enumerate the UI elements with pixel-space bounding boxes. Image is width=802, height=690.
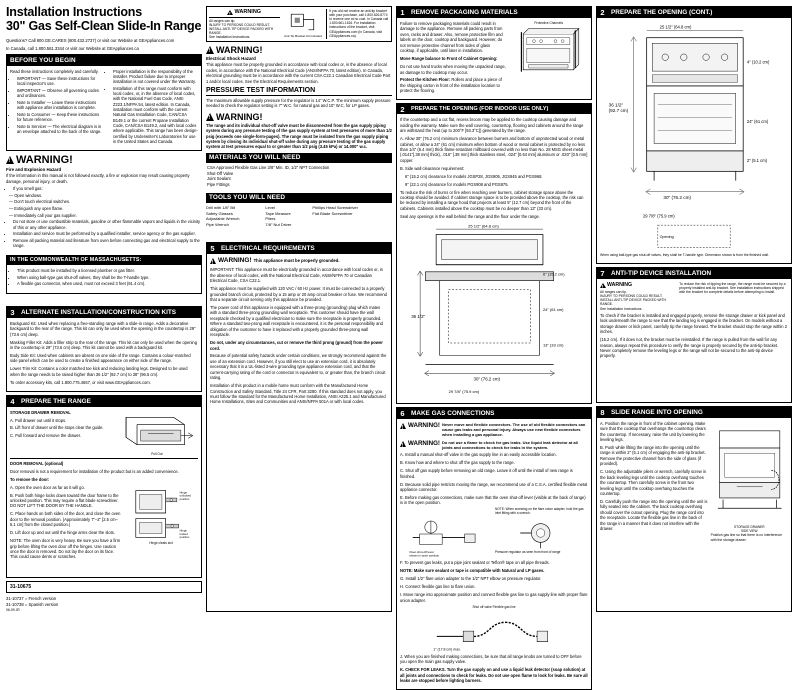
pressure-test-section: PRESSURE TEST INFORMATION The maximum allowable supply pressure for the regulator is 14" W.C.P. The minimum supply pressure needed to check the regulator setting is 7" W.C. for natural gas and 10" W.C. for LP gases. ! WARNING! The range and its individual shut-off valve must be disconnected from the gas supply piping system during any pressure testing of the gas supply system at test pressures of more than 1/2 psig (exceeds one single-form-pages). The range must be isolated from the gas supply piping system by closing its individual shut-off valve during any pressure testing of the gas supply system at test pressures equal to or greater than 1/2 psig (3.45 kPa) or 14.000" w.c. <box>206 87 392 150</box>
warning-triangle-icon <box>210 258 216 264</box>
svg-text:29 7/8" (75.9 cm): 29 7/8" (75.9 cm) <box>642 213 675 219</box>
warning-triangle-icon <box>206 113 214 121</box>
prepare-opening-section: 2 PREPARE THE OPENING (FOR INDOOR USE ONLY) If the countertop and a cut flat, recess broom may be applied to the cooktop causing damage and voiding the warranty. Make sure the wall covering, countertop, flooring and cabinets around the range are withstand the heat (up to 200°F [93.3°C]) generated by the range. A. Allow 30" (76.2 cm) minimum clearance between burners and bottom of unprotected wood or metal cabinet, or allow a 24" (61 cm) minimum when bottom of wood or metal cabinet is protected by no less than 1/4" (6.4 mm) thick flame-retardant millboard covered with no less than No. 28 MSG sheet metal (.0141"[.38 mm] thick), .016" [.38 mm] thick stainless steel, .024" [0.64 mm] aluminum or .020" [0.5 mm] copper. B. Side wall clearance requirement: 6" (15.2 cm) clearance for models JGSP28, JGS905, JGS945 and PGS968. 9" (22.1 cm) clearance for models PGS908 and PGS975. To reduce the risk of burns or fire when reaching over burners, cabinet storage space above the cooktop should be avoided. If cabinet storage space is to be provided above the cooktop, the risk can be reduced by installing a range hood that projects at least 5" (12.7 cm) beyond the front of the cabinets. Cabinets installed above the cooktop must be no deeper than 13" (33 cm). Seal any openings in the wall behind the range and the floor under the range. 36 1/2" 30" (76.2 cm) 25 1/2" (64.8 cm) 24" (61 cm) 13" (33 cm) 6" (15.2 cm) 29 7/8" (75.9 cm) <box>396 103 592 404</box>
anti-tip-section: 7 ANTI-TIP DEVICE INSTALLATION ! WARNING All ranges can tip. INJURY TO PERSONS COULD RESULT. INSTALL ANTI-TIP DEVICE PACKED WITH RANGE. See Installation Instructions. To reduce the risk of tipping the range, the range must be secured by a properly installed anti-tip bracket. See installation instructions shipped with the bracket for complete details before attempting to install. To check if the bracket is installed and engaged properly, remove the storage drawer or kick panel and look underneath the range to see that the landing leg is engaged in the bracket. On models without a storage drawer or kick panel, carefully tip the range forward. The bracket should stop the range within 2 inches. (15.2 cm). If it does not, the bracket must be reinstalled. If the range is pulled from the wall for any reason, always repeat this procedure to verify the range is properly secured by the anti-tip bracket. Never completely remove the leveling legs or the range will not be secured to the anti-tip device properly. <box>596 267 792 403</box>
table-row: Adjustable Wrench Pliers <box>206 216 276 222</box>
column-3 <box>396 6 592 683</box>
electrical-shock-warning: ! WARNING! Electrical Shock Hazard This appliance must be properly grounded in accordance with local codes or, in the absence of local codes, in accordance with the National Electrical Code (ANSI/NFPA 70, latest edition). In Canada, electrical grounding must be in accordance with the current CSA C22.1 Canadian Electrical Code Part 1 and/or local codes. See the Electrical Requirements section. <box>206 45 392 84</box>
svg-text:4" (10.2 cm): 4" (10.2 cm) <box>746 59 770 65</box>
warning-triangle-icon <box>6 156 14 164</box>
svg-text:locked: locked <box>179 531 188 536</box>
warning-triangle-icon <box>227 10 233 15</box>
massachusetts-section: IN THE COMMONWEALTH OF MASSACHUSETTS: • This product must be installed by a licensed plumber or gas fitter. • When using ball-type gas shut-off valves, they shall be the T-handle type. • A flexible gas connector, when used, must not exceed 3 feet (91.4 cm). <box>6 255 202 294</box>
drawer-removal-figure <box>116 410 198 452</box>
remove-packaging-section: 1 REMOVE PACKAGING MATERIALS Failure to remove packaging materials could result in damage to the appliance. Remove all packing parts from oven, racks and drawer. Also, remove protective film and labels on the door, cooktop and backguard. However, do not remove protective channel from sides of glass cooktop, if applicable, until later in installation. Move Range balance to Front of Cabinet Opening: Do not use hand trucks when moving the unpacked range, as damage to the cooktop may occur. Protect the Kitchen Floor: Rollers and place a piece of the shipping carton in front of the installation location to protect the flooring. Protective Channels <box>396 6 592 100</box>
svg-text:(92.7 cm): (92.7 cm) <box>608 107 629 113</box>
tools-table <box>206 205 392 228</box>
column-2 <box>206 6 392 612</box>
column-1 <box>6 6 202 612</box>
svg-text:shown in open position: shown in open position <box>409 553 440 558</box>
svg-text:36 1/2": 36 1/2" <box>608 102 624 108</box>
fire-warning-section: ! WARNING! Fire and Explosion Hazard If the information in this manual is not followed exactly, a fire or explosion may result causing property damage, personal injury, or death. • If you smell gas: — Open windows. — Don't touch electrical switches. — Extinguish any open flame. — Immediately call your gas supplier. • Do not store or use combustible materials, gasoline or other flammable vapors and liquids in the vicinity of this or any other appliance. • Installation and service must be performed by a qualified installer, service agency or the gas supplier. • Remove all packing material and literature from oven before connecting gas and electrical supply to the range. <box>6 154 202 251</box>
svg-text:Hinge: Hinge <box>179 528 187 533</box>
svg-text:29 7/8" (75.9 cm): 29 7/8" (75.9 cm) <box>448 388 480 394</box>
svg-text:1" (17.8 cm) max.: 1" (17.8 cm) max. <box>433 647 461 652</box>
flexible-gas-line-figure <box>400 610 588 654</box>
slide-range-figure <box>711 421 788 525</box>
svg-text:24" (61 cm): 24" (61 cm) <box>746 119 769 125</box>
make-gas-connections-section: 6 MAKE GAS CONNECTIONS ! WARNING! Never move and flexible connectors. The use of old flexible connectors can cause gas leaks and personal injury. Always use new flexible connectors when installing a gas appliance. ! WARNING! Do not use a flame to check for gas leaks. Use liquid leak detector at all joints and connections to check for leaks in the system. A. Install a manual shut-off valve in the gas supply line in an easily accessible location. B. Know how and where to shut off the gas supply to the range. C. Shut off gas supply before removing an old range. Leave it off until the install of new range is finished. D. Because solid pipe restricts moving the range, we recommend use of a C.S.A. certified flexible metal appliance connector. E. Before making gas connections, make sure that the oven shut-off lever (visible at the back of range) is in the open position. Oven shut-off lever shown in open position NOTE: When screwing on the flare union adapter, hold the gas inlet fitting with a wrench. Pressure regulator as seen from front of range F. To prevent gas leaks, put a pipe joint sealant or Teflon® tape on all pipe threads. NOTE: Make sure sealant or tape is compatible with Natural and LP gases. G. Install 1/2" flare union adapter to the 1/2" NPT elbow on pressure regulator. H. Connect flexible gas line to flare union. I. Move range into approximate position and connect flexible gas line to gas supply line with proper flare union adapter. Shut off valve Flexible gas line 1" (17.8 cm) max. J. When you are finished making connections, be sure that all range knobs are turned to OFF before you open the main gas supply valve. K. CHECK FOR LEAKS. Turn the gas supply on and use a liquid leak detector (soap solution) at all joints and connections to check for leaks. Do not use open flame to look for leaks. Be sure all leaks are stopped before lighting burners. <box>396 407 592 690</box>
column-4 <box>596 6 792 612</box>
svg-text:24" (61 cm): 24" (61 cm) <box>542 306 564 312</box>
footer-block: 31-10675 31-10737 = French version 31-10738 = Spanish version 06-09 JR <box>6 581 202 612</box>
svg-text:30" (76.2 cm): 30" (76.2 cm) <box>663 195 691 201</box>
gas-valve-figure <box>400 508 493 560</box>
mass-list: • This product must be installed by a licensed plumber or gas fitter. • When using ball-type gas shut-off valves, they shall be the T-handle type. • A flexible gas connector, when used, must not exceed 3 feet (91.4 cm). <box>10 268 198 287</box>
svg-text:position: position <box>179 496 190 501</box>
opening-dimension-diagram <box>600 21 788 253</box>
tools-section: TOOLS YOU WILL NEED Drill with 1/8" Bit Level Phillips Head Screwdriver Safety Glasses Tape Measure Flat Blade Screwdriver Adjustable Wrench Pliers Pipe Wrench 7/8" Nut Driver <box>206 193 392 228</box>
svg-text:6" (15.2 cm): 6" (15.2 cm) <box>542 271 565 277</box>
materials-section: MATERIALS YOU WILL NEED CSA Approved Flexible Gas Line 3/8" Min. ID, 1/2" NPT Connection Shut-Off Valve Joint Sealant Pipe Fittings <box>206 153 392 190</box>
warning-triangle-icon <box>206 46 214 54</box>
table-row: Pipe Wrench 7/8" Nut Driver <box>206 222 292 228</box>
svg-text:30" (76.2 cm): 30" (76.2 cm) <box>473 376 501 382</box>
anti-tip-warning-banner: ! WARNING All ranges can tip. INJURY TO PERSONS COULD RESULT. INSTALL ANTI-TIP DEVICE PACKED WITH RANGE. See Installation Instructions. Anti-Tip Bracket Kit Included If you did not receive an anti-tip bracket with your purchase, call 1.800.626.8774 to receive one at no cost. In Canada call 1.800.661.1616. For installation instructions of the bracket, visit GEAppliances.com (In Canada, visit GEAppliances.ca). <box>206 6 392 42</box>
warning-triangle-icon <box>400 441 406 447</box>
svg-text:2" (5.1 cm): 2" (5.1 cm) <box>746 158 768 164</box>
prepare-range-section: 4 PREPARE THE RANGE STORAGE DRAWER REMOVAL A. Pull drawer out until it stops. B. Lift front of drawer until the stops clear the guide. C. Pull forward and remove the drawer. Pull Out DOOR REMOVAL (optional) Door removal is not a requirement for installation of the product but is an added convenience. To remove the door: A. Open the oven door as far as it will go. B. Push both hinge locks down toward the door frame to the unlocked position. This may require a flat blade screwdriver. DO NOT LIFT THE DOOR BY THE HANDLE. C. Place hands on both sides of the door, and close the oven door to the removal position. (Approximately 7"–2" [2.5 cm–5.1 cm] from the closed position.) D. Lift door up and out until the hinge arms clear the slots. NOTE: The oven door is very heavy. Be sure you have a firm grip before lifting the oven door off the hinges. Use caution once the door is removed. Do not lay the door on its face. This could cause dents or scratches. Hinge unlocked position Hinge locked position Hinge cleats slot <box>6 395 202 578</box>
prepare-opening-cont-section: 2 PREPARE THE OPENING (CONT.) 36 1/2" (92.7 cm) 30" (76.2 cm) 25 1/2" (64.8 cm) 4" (10.2 cm) 24" (61 cm) 2" (5.1 cm) 29 7/8" (75.9 cm) Opening When using ball-type gas shut-off valves, they shall be T-handle type. Dimension shown is from the finished wall. <box>596 6 792 264</box>
questions-block: Questions? Call 800.GE.CARES (800.432.2737) or visit our Website at GEAppliances.com In Canada, call 1.800.561.3344 or visit our Website at GEAppliances.ca <box>6 38 175 51</box>
page-columns <box>6 5 796 683</box>
before-you-begin-section: BEFORE YOU BEGIN Read these instructions completely and carefully. • IMPORTANT — Save these instructions for local inspector's use. • IMPORTANT — Observe all governing codes and ordinances. • Note to Installer — Leave these instructions with appliance after installation is complete. • Note to Consumer — Keep these instructions for future reference. • Note to Servicer — The electrical diagram is in an envelope attached to the back of the range. • Proper installation is the responsibility of the installer. Product failure due to improper installation is not covered under the Warranty. • Installation of this range must conform with local codes, or, in the absence of local codes, with the National Fuel Gas Code, ANSI Z223.1/NFPA 54, latest edition. In Canada, installation must conform with the current Natural Gas Installation Code, CAN/CSA B149.1 or the current Propane Installation Code, CAN/CSA B149.2, and with local codes where applicable. This range has been design-certified by Underwriter's Laboratories for use in the United States and Canada. <box>6 54 202 151</box>
pressure-regulator-figure <box>495 516 588 550</box>
svg-text:unlocked: unlocked <box>179 493 191 498</box>
svg-text:Oven shut-off lever: Oven shut-off lever <box>409 550 434 555</box>
svg-text:Opening: Opening <box>659 235 674 240</box>
before-list-right: • Proper installation is the responsibility of the installer. Product failure due to improper installation is not covered under the Warranty. • Installation of this range must conform with local codes, or, in the absence of local codes, with the National Fuel Gas Code, ANSI Z223.1/NFPA 54, latest edition. In Canada, installation must conform with the current Natural Gas Installation Code, CAN/CSA B149.1 or the current Propane Installation Code, CAN/CSA B149.2, and with local codes where applicable. This range has been design-certified by Underwriter's Laboratories for use in the United States and Canada. <box>106 69 198 145</box>
svg-text:Hinge: Hinge <box>179 490 187 495</box>
anti-tip-bracket-icon <box>283 9 324 35</box>
table-row: Drill with 1/8" Bit Level Phillips Head Screwdriver <box>206 204 358 210</box>
slide-range-section: 8 SLIDE RANGE INTO OPENING A. Position the range in front of the cabinet opening. Make sure that the cooktop that overhangs the countertop clears the countertop. If necessary, raise the unit by lowering the leveling legs. B. Push while lifting the range into the opening until the range is within 2" (5.1 cm) of engaging the anti-tip bracket. Remove the protective channel from the side of glass (if provided). C. Using the adjustable pliers or wrench, carefully screw in the back leveling legs until the cooktop overhang touches the countertop. Then carefully screw in the front two leveling legs until the cooktop overhang touches the countertop. D. Carefully push the range into the opening until the unit is fully seated into the cabinet. The back cooktop overhang should cover the cutout opening. Plug the range cord into the receptacle. Locate the flexible gas line in the back of the range in a manner that it does not interfere with the drawer. STORAGE DRAWER SIDE VIEW Position gas line so that there is no interference with the storage drawer. <box>596 406 792 612</box>
svg-text:25 1/2" (64.8 cm): 25 1/2" (64.8 cm) <box>468 223 499 229</box>
svg-text:13" (33 cm): 13" (33 cm) <box>542 342 564 348</box>
alternate-kits-section: 3 ALTERNATE INSTALLATION/CONSTRUCTION KITS Backguard Kit: Used when replacing a free-standing range with a slide-in range. Adds a decorative backguard to the rear of the range. This kit can only be used when the opening in the countertop is 29" (73.6 cm) deep. Masking Filler Kit: Adds a filler strip to the rear of the range. This kit can only be used when the opening in the countertop is 29" (73.6 cm) deep. This kit cannot be used with a backguard kit. Body Side Kit: Used when cabinets are absent on one side of the range. Contains a colour-matched side panel which can be used to create a finished appearance on either side of the range. Lower Trim Kit: Contains a color matched toe kick and reducing landing legs. Designed to be used when the range needs to be raised higher than 36 1/2" (92.7 cm) to 38" (96.5 cm). To order accessory kits, call 1.800.775.4657, or visit www.GEAppliances.com. <box>6 306 202 392</box>
warning-triangle-icon <box>600 283 606 288</box>
doc-title: Installation Instructions 30" Gas Self-Clean Slide-In Range <box>6 5 202 33</box>
svg-text:position: position <box>179 534 190 539</box>
svg-text:25 1/2" (64.8 cm): 25 1/2" (64.8 cm) <box>659 24 692 30</box>
table-row: Safety Glasses Tape Measure Flat Blade Screwdriver <box>206 210 353 216</box>
door-hinge-figure <box>124 485 198 541</box>
fire-warning-list: • If you smell gas: — Open windows. — Don't touch electrical switches. — Extinguish any open flame. — Immediately call your gas supplier. • Do not store or use combustible materials, gasoline or other flammable vapors and liquids in the vicinity of this or any other appliance. • Installation and service must be performed by a qualified installer, service agency or the gas supplier. • Remove all packing material and literature from oven before connecting gas and electrical supply to the range. <box>6 186 202 249</box>
before-list: • IMPORTANT — Save these instructions for local inspector's use. • IMPORTANT — Observe all governing codes and ordinances. • Note to Installer — Leave these instructions with appliance after installation is complete. • Note to Consumer — Keep these instructions for future reference. • Note to Servicer — The electrical diagram is in an envelope attached to the back of the range. <box>10 76 102 135</box>
range-packaging-figure <box>509 25 588 77</box>
electrical-requirements-section: 5 ELECTRICAL REQUIREMENTS ! WARNING! This appliance must be properly grounded. IMPORTANT: This appliance must be electrically grounded in accordance with local codes or, in the absence of local codes, with the National Electrical Code, ANSI/NFPA 70 or Canadian Electrical Code, CSA C22.1. This appliance must be supplied with 120 VAC / 60 Hz power. It must be connected to a properly grounded branch circuit, protected by a 15 amp or 20 amp circuit breaker or fuse. We recommend that a separate circuit serving only this appliance be provided. The power cord of this appliance is equipped with a three-prong (grounding) plug which mates with a standard three-prong grounding wall receptacle. This customer should have the wall receptacle checked by a qualified electrician to make sure the receptacle is properly grounded. Where a standard two-prong wall receptacle is encountered, it is the personal responsibility and obligation of the customer to have it replaced with a properly grounded three-prong wall receptacle. Do not, under any circumstances, cut or remove the third prong (ground) from the power cord. Because of potential safety hazards under certain conditions, we strongly recommend against the use of an extension cord. However, if you still elect to use an extension cord, it is absolutely necessary that it is a UL-listed 3-wire grounding type appliance extension cord, and that the current-carrying rating of the cord or connector is equivalent to, or greater than, the branch circuit rating. Installation of this product in a mobile home must conform with the Manufactured Home Construction and Safety Standard, Title 24 CFR, Part 3280. If this standard does not apply, you must follow the standard for the Manufactured Home Installation, ANSI A225.1 and Manufactured Home Installations, Sites and Communities and ANSI/NFPA 501A or with local codes. <box>206 242 392 612</box>
warning-triangle-icon <box>400 423 406 429</box>
svg-text:36 1/2": 36 1/2" <box>411 313 426 319</box>
opening-dimensions-figure <box>400 222 588 400</box>
